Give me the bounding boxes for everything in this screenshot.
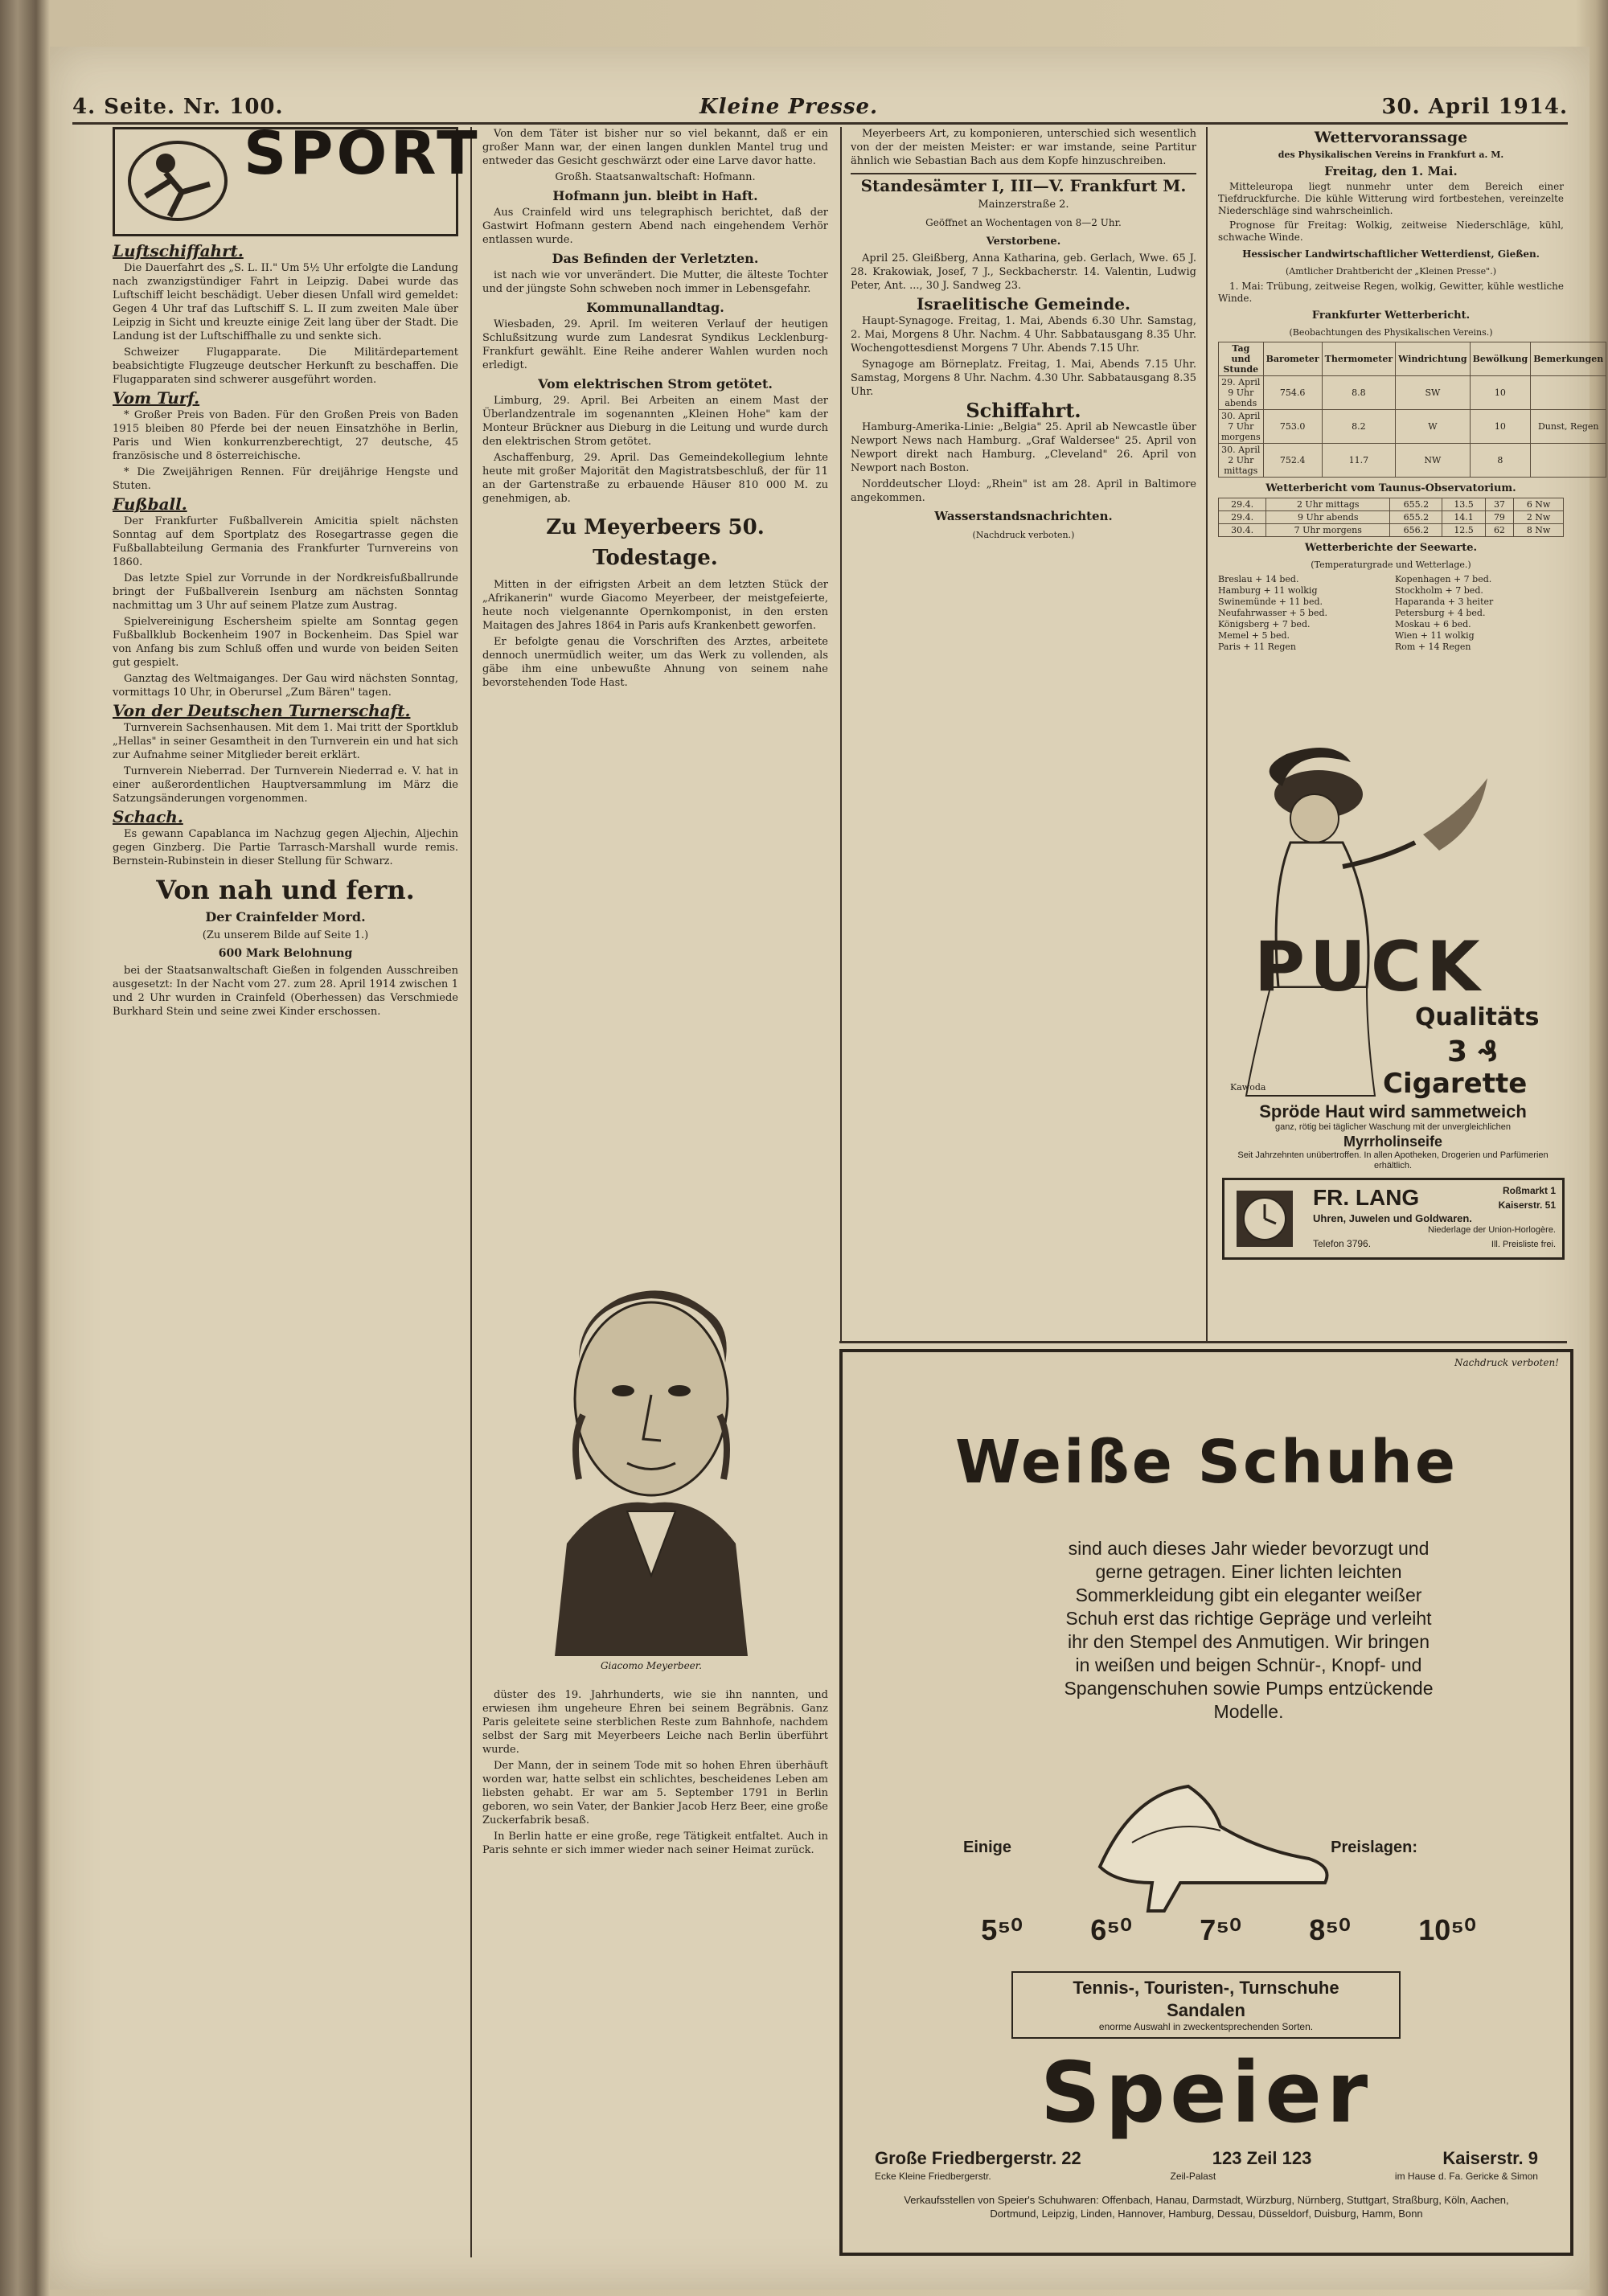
fussball-text: Der Frankfurter Fußballverein Amicitia spielt nächsten Sonntag auf dem Sportplatz des Rosegartrasse gegen die Fußballabteilung Germania des Frankfurter Turnvereins von 1860. xyxy=(113,515,458,568)
table-cell: 2 Uhr mittags xyxy=(1266,498,1390,511)
table-cell: 29.4. xyxy=(1219,511,1266,524)
meyerbeer-bio-text: düster des 19. Jahrhunderts, wie sie ihn nannten, und erwiesen ihm ungeheure Ehren bei seinem Begräbnis. Ganz Paris geleitete seine sterblichen Reste zum Bahnhofe, nachdem selbst der Sarg mit Meyerbeers Leiche nach Berlin überführt wurde. xyxy=(482,1689,828,1756)
turf-text-2: * Die Zweijährigen Rennen. Für dreijährige Hengste und Stuten. xyxy=(113,466,458,492)
paper-title: Kleine Presse. xyxy=(699,95,879,119)
table-header: Bemerkungen xyxy=(1531,342,1606,376)
luftschiffahrt-text-2: Schweizer Flugapparate. Die Militärdepartement beabsichtigte Flugzeuge deutscher Herkunft zu beschaffen. Die Flugapparaten sind schwerer ausgeführt worden. xyxy=(113,346,458,386)
israel-heading: Israelitische Gemeinde. xyxy=(916,294,1131,314)
price-item: 7⁵⁰ xyxy=(1200,1913,1241,1946)
list-item: Rom + 14 Regen xyxy=(1395,642,1471,652)
table-cell: 2 Nw xyxy=(1514,511,1564,524)
portrait-caption: Giacomo Meyerbeer. xyxy=(600,1660,703,1671)
crainfeld-text: bei der Staatsanwaltschaft Gießen in folgenden Ausschreiben ausgesetzt: In der Nacht vom 27. zum 28. April 1914 zwischen 1 und 2 Uhr wurden in Crainfeld (Oberhessen) das Verschmiede Burkhard Stein und seine zwei Kinder erschossen. xyxy=(113,965,458,1018)
athlete-figure-icon xyxy=(121,136,234,226)
table-header: Barometer xyxy=(1263,342,1322,376)
turnerschaft-text: Turnverein Sachsenhausen. Mit dem 1. Mai tritt der Sportklub „Hellas" in seiner Gesamtheit in den Turnverein ein und hat sich zur Aufnahme seiner Mitglieder bereit erklärt. xyxy=(113,722,458,761)
table-cell: 30. April 7 Uhr morgens xyxy=(1219,410,1264,444)
standesamt-address: Mainzerstraße 2. xyxy=(978,199,1069,211)
prosecutor-signature: Großh. Staatsanwaltschaft: Hofmann. xyxy=(555,171,756,183)
table-cell: 6 Nw xyxy=(1514,498,1564,511)
table-cell: 29.4. xyxy=(1219,498,1266,511)
kommunal-heading: Kommunallandtag. xyxy=(586,300,724,315)
speier-note-3: im Hause d. Fa. Gericke & Simon xyxy=(1394,2171,1538,2182)
hessian-sub: (Amtlicher Drahtbericht der „Kleinen Presse".) xyxy=(1285,266,1497,277)
puck-brand: PUCK xyxy=(1254,927,1485,1007)
list-item: Breslau + 14 bed. xyxy=(1218,574,1299,584)
price-item: 6⁵⁰ xyxy=(1090,1913,1132,1946)
table-cell: 655.2 xyxy=(1390,511,1442,524)
preislagen-label: Preislagen: xyxy=(1331,1839,1417,1856)
lang-extra: Niederlage der Union-Horlogère. xyxy=(1428,1225,1556,1235)
standesamt-heading: Standesämter I, III—V. Frankfurt M. xyxy=(860,176,1187,195)
table-row xyxy=(1219,498,1564,511)
meyerbeer-continuation: Meyerbeers Art, zu komponieren, unterschied sich wesentlich von der der meisten Meister: er war imstande, seine Partitur ähnlich wie Sebastian Bach aus dem Kopfe hinzuschreiben. xyxy=(851,128,1196,167)
list-item: Neufahrwasser + 5 bed. xyxy=(1218,608,1328,618)
table-cell: 10 xyxy=(1470,376,1531,410)
woman-smoking-illustration xyxy=(1222,730,1564,1096)
soap-text-2: Seit Jahrzehnten unübertroffen. In allen Apotheken, Drogerien und Parfümerien erhältlich. xyxy=(1237,1150,1549,1171)
hessian-heading: Hessischer Landwirtschaftlicher Wetterdienst, Gießen. xyxy=(1242,248,1540,260)
turf-text: * Großer Preis von Baden. Für den Großen Preis von Baden 1915 bleiben 80 Pferde bei der neuen Einsatzhöhe in Berlin, Paris und Wien konkurrenzberechtigt, 27 deutsche, 45 französische und 8 österreichische. xyxy=(113,409,458,462)
speier-note-2: Zeil-Palast xyxy=(1170,2171,1216,2182)
weather-sub: des Physikalischen Vereins in Frankfurt a. M. xyxy=(1278,150,1504,160)
column-rule xyxy=(1206,127,1208,1341)
table-cell: 7 Uhr morgens xyxy=(1266,524,1390,537)
list-item: Swinemünde + 11 bed. xyxy=(1218,597,1323,607)
list-item: Moskau + 6 bed. xyxy=(1395,619,1471,629)
meyerbeer-heading: Zu Meyerbeers 50. Todestage. xyxy=(546,515,765,570)
table-cell: 37 xyxy=(1485,498,1514,511)
fussball-heading: Fußball. xyxy=(113,494,187,514)
crainfeld-heading: Der Crainfelder Mord. xyxy=(205,909,366,925)
lang-phone: Telefon 3796. xyxy=(1313,1238,1372,1249)
strom-text: Limburg, 29. April. Bei Arbeiten an einem Mast der Überlandzentrale im sogenannten „Kleinen Hohe" kam der Monteur Brückner aus Dieburg in die Leitung und wurde durch den elektrischen Strom getötet. xyxy=(482,395,828,448)
hofmann-text: Aus Crainfeld wird uns telegraphisch berichtet, daß der Gastwirt Hofmann gestern Abend nach eingehendem Verhör entlassen wurde. xyxy=(482,207,828,246)
puck-price: 3 ₰ xyxy=(1447,1035,1498,1068)
frankfurt-sub: (Beobachtungen des Physikalischen Vereins.) xyxy=(1289,327,1493,338)
speier-address-2: 123 Zeil 123 xyxy=(1212,2148,1312,2168)
speier-branches: Verkaufsstellen von Speier's Schuhwaren: Offenbach, Hanau, Darmstadt, Würzburg, Nürnberg, Stuttgart, Straßburg, Köln, Aachen, Dortmund, Leipzig, Linden, Hannover, Hamburg, Dessau, Düsseldorf, Duisburg, Hamm, Bonn xyxy=(904,2194,1509,2220)
frankfurt-weather-table xyxy=(1218,342,1606,478)
schiffahrt-text: Hamburg-Amerika-Linie: „Belgia" 25. April ab Newcastle über Newport News nach Hamburg. „Graf Waldersee" 25. April von Newport direkt nach Hamburg. „Cleveland" 26. April von Newport nach Boston. xyxy=(851,421,1196,474)
schach-heading: Schach. xyxy=(113,807,183,826)
turnerschaft-text-2: Turnverein Nieberrad. Der Turnverein Niederrad e. V. hat in einer außerordentlichen Hauptversammlung im März die Satzungsänderungen vorgenommen. xyxy=(113,765,458,805)
column-third xyxy=(851,127,1196,1333)
speier-address-1: Große Friedbergerstr. 22 xyxy=(875,2148,1081,2168)
meyerbeer-text-2: Er befolgte genau die Vorschriften des Arztes, arbeitete dennoch unermüdlich weiter, um das Werk zu vollenden, als gäbe ihm eine unbewußte Ahnung von seinem nahe bevorstehenden Tode Hast. xyxy=(482,636,828,689)
lang-address: Roßmarkt 1 xyxy=(1502,1185,1556,1196)
wasser-heading: Wasserstandsnachrichten. xyxy=(934,509,1113,523)
soap-title: Spröde Haut wird sammetweich xyxy=(1259,1101,1527,1121)
table-cell: 655.2 xyxy=(1390,498,1442,511)
standesamt-hours: Geöffnet an Wochentagen von 8—2 Uhr. xyxy=(925,217,1122,228)
table-cell xyxy=(1531,376,1606,410)
soap-product: Myrrholinseife xyxy=(1343,1134,1443,1150)
nah-fern-heading: Von nah und fern. xyxy=(156,875,415,905)
table-cell: 753.0 xyxy=(1263,410,1322,444)
sport-heading: SPORT xyxy=(244,119,481,188)
table-row xyxy=(1219,444,1606,478)
table-header: Bewölkung xyxy=(1470,342,1531,376)
shoe-illustration xyxy=(1084,1770,1341,1915)
seewarte-sub: (Temperaturgrade und Wetterlage.) xyxy=(1311,560,1471,570)
table-cell: 30.4. xyxy=(1219,524,1266,537)
aschaffenburg-text: Aschaffenburg, 29. April. Das Gemeindekollegium lehnte heute mit großer Majorität den Magistratsbeschluß, der für 11 an der Gartenstraße zu erbauende Häuser 810 000 M. zu genehmigen, ab. xyxy=(482,452,828,505)
column-rule xyxy=(470,127,472,2257)
table-cell: 9 Uhr abends xyxy=(1266,511,1390,524)
page-number: 4. Seite. Nr. 100. xyxy=(72,95,284,119)
column-rule xyxy=(840,127,842,1341)
table-cell: 10 xyxy=(1470,410,1531,444)
strom-heading: Vom elektrischen Strom getötet. xyxy=(538,376,773,392)
list-item: Kopenhagen + 7 bed. xyxy=(1395,574,1492,584)
meyerbeer-text: Mitten in der eifrigsten Arbeit an dem letzten Stück der „Afrikanerin" wurde Giacomo Meyerbeer, der meistgefeierte, heute noch vielgenannte Opernkomponist, in den ersten Maitagen des Jahres 1864 in Paris aufs Krankenbett geworfen. xyxy=(482,579,828,632)
israel-text-2: Synagoge am Börneplatz. Freitag, 1. Mai, Abends 7.15 Uhr. Samstag, Morgens 8 Uhr. Nachm. 4.30 Uhr. Sabbatausgang 8.35 Uhr. xyxy=(851,359,1196,398)
column-middle xyxy=(482,127,828,1253)
table-row xyxy=(1219,376,1606,410)
soap-text: ganz, rötig bei täglicher Waschung mit der unvergleichlichen xyxy=(1274,1122,1512,1132)
table-cell: W xyxy=(1396,410,1470,444)
price-list xyxy=(947,1913,1510,1947)
table-cell: Dunst, Regen xyxy=(1531,410,1606,444)
shoe-ad xyxy=(839,1349,1573,2256)
kommunal-text: Wiesbaden, 29. April. Im weiteren Verlauf der heutigen Schlußsitzung wurde zum Landesrat Syndikus Lecklenburg-Frankfurt gewählt. Eine Reihe anderer Wahlen wurden noch erledigt. xyxy=(482,318,828,371)
table-cell: 14.1 xyxy=(1442,511,1485,524)
section-rule xyxy=(839,1341,1567,1343)
meyerbeer-bio-text-3: In Berlin hatte er eine große, rege Tätigkeit entfaltet. Auch in Paris sehnte er sich immer wieder nach seiner Heimat zurück. xyxy=(482,1831,828,1856)
shoe-ad-text: sind auch dieses Jahr wieder bevorzugt und gerne getragen. Einer lichten leichten Sommerkleidung gibt ein eleganter weißer Schuh erst das richtige Gepräge und verleiht ihr den Stempel des Anmutigen. Wir bringen in weißen und beigen Schnür-, Knopf- und Spangenschuhen sowie Pumps entzückende Modelle. xyxy=(1064,1538,1434,1722)
list-item: Königsberg + 7 bed. xyxy=(1218,619,1311,629)
weather-date: Freitag, den 1. Mai. xyxy=(1324,164,1458,178)
speier-note-1: Ecke Kleine Friedbergerstr. xyxy=(875,2171,991,2182)
meyerbeer-bio-text-2: Der Mann, der in seinem Tode mit so hohen Ehren überhäuft worden war, hatte selbst ein schlichtes, bescheidenes Leben am liebsten gehabt. Er war am 5. September 1791 in Berlin geboren, wo sein Vater, der Bankier Jacob Herz Beer, eine große Zuckerfabrik besaß. xyxy=(482,1760,828,1827)
israel-text: Haupt-Synagoge. Freitag, 1. Mai, Abends 6.30 Uhr. Samstag, 2. Mai, Morgens 8 Uhr. Nachm. 4 Uhr. Sabbatausgang 8.35 Uhr. Wochengottesdienst Morgens 7 Uhr. Abends 7.15 Uhr. xyxy=(851,315,1196,355)
table-cell: 29. April 9 Uhr abends xyxy=(1219,376,1264,410)
list-item: Memel + 5 bed. xyxy=(1218,630,1290,641)
seewarte-heading: Wetterberichte der Seewarte. xyxy=(1304,542,1478,554)
reward-heading: 600 Mark Belohnung xyxy=(218,947,353,960)
table-cell: 656.2 xyxy=(1390,524,1442,537)
standesamt-text: April 25. Gleißberg, Anna Katharina, geb. Gerlach, Wwe. 65 J. 28. Krakowiak, Josef, 7 J., Seckbacherstr. 14. Valentin, Ludwig Peter, Ant. ..., 30 J. Sandweg 23. xyxy=(851,252,1196,292)
einige-label: Einige xyxy=(963,1839,1012,1856)
schiffahrt-text-2: Norddeutscher Lloyd: „Rhein" ist am 28. April in Baltimore angekommen. xyxy=(851,478,1196,504)
tennis-box xyxy=(1011,1971,1401,2039)
table-cell: NW xyxy=(1396,444,1470,478)
list-item: Paris + 11 Regen xyxy=(1218,642,1297,652)
wasser-note: (Nachdruck verboten.) xyxy=(972,530,1075,540)
puck-qualitaets: Qualitäts xyxy=(1415,1003,1540,1031)
hofmann-heading: Hofmann jun. bleibt in Haft. xyxy=(552,188,758,203)
portrait-illustration xyxy=(490,1254,812,1656)
price-item: 8⁵⁰ xyxy=(1309,1913,1351,1946)
soap-ad xyxy=(1222,1101,1564,1174)
meyerbeer-portrait xyxy=(490,1254,812,1680)
table-cell: 30. April 2 Uhr mittags xyxy=(1219,444,1264,478)
table-cell: 8.2 xyxy=(1322,410,1395,444)
luftschiffahrt-text: Die Dauerfahrt des „S. L. II." Um 5½ Uhr erfolgte die Landung nach zwanzigstündiger Fahrt in Leipzig. Dabei wurde das Luftschiff leicht beschädigt. Ueber diesen Unfall wird gemeldet: Gegen 4 Uhr traf das Luftschiff S. L. II zum zweiten Male über Leipzig in Sicht und kreuzte einige Zeit lang über der Stadt. Die Landung ist der Luftschiffhalle zu und senkte sich. xyxy=(113,262,458,342)
puck-cigarette: Cigarette xyxy=(1383,1068,1528,1100)
price-item: 5⁵⁰ xyxy=(981,1913,1023,1946)
table-header: Tag und Stunde xyxy=(1219,342,1264,376)
taunus-heading: Wetterbericht vom Taunus-Observatorium. xyxy=(1265,482,1516,494)
shoe-ad-title: Weiße Schuhe xyxy=(954,1428,1458,1497)
sport-banner xyxy=(113,119,481,236)
speier-address-notes xyxy=(875,2171,1538,2182)
taunus-weather-table xyxy=(1218,498,1564,537)
puck-cigarette-ad xyxy=(1222,730,1564,1100)
table-header: Thermometer xyxy=(1322,342,1395,376)
list-item: Petersburg + 4 bed. xyxy=(1395,608,1486,618)
lang-desc: Uhren, Juwelen und Goldwaren. xyxy=(1313,1212,1472,1224)
table-cell: 79 xyxy=(1485,511,1514,524)
turf-heading: Vom Turf. xyxy=(113,388,200,408)
list-item: Haparanda + 3 heiter xyxy=(1395,597,1494,607)
table-cell xyxy=(1531,444,1606,478)
table-row xyxy=(1219,511,1564,524)
list-item: Stockholm + 7 bed. xyxy=(1395,585,1483,596)
table-cell: 13.5 xyxy=(1442,498,1485,511)
auswahl-label: enorme Auswahl in zweckentsprechenden Sorten. xyxy=(1098,2021,1314,2032)
schach-text: Es gewann Capablanca im Nachzug gegen Aljechin, Aljechin gegen Ginzberg. Die Partie Tarrasch-Marshall wurde remis. Bernstein-Rubinstein in dieser Stellung für Schwarz. xyxy=(113,828,458,867)
speier-address-3: Kaiserstr. 9 xyxy=(1442,2148,1538,2168)
tennis-label: Tennis-, Touristen-, Turnschuhe xyxy=(1073,1978,1339,1998)
weather-heading: Wettervoranssage xyxy=(1314,129,1468,146)
table-cell: 8.8 xyxy=(1322,376,1395,410)
crainfeld-note: (Zu unserem Bilde auf Seite 1.) xyxy=(202,929,369,941)
deceased-label: Verstorbene. xyxy=(986,236,1061,248)
table-cell: 62 xyxy=(1485,524,1514,537)
reprint-notice: Nachdruck verboten! xyxy=(1454,1357,1559,1368)
seewarte-list xyxy=(1218,574,1564,653)
fussball-text-4: Ganztag des Weltmaiganges. Der Gau wird nächsten Sonntag, vormittags 10 Uhr, in Oberursel „Zum Bären" tagen. xyxy=(113,673,458,699)
speier-brand: Speier xyxy=(1040,2044,1373,2142)
fussball-text-2: Das letzte Spiel zur Vorrunde in der Nordkreisfußballrunde bringt der Fußballverein Isenburg am nächsten Sonntag nachmittag um 3 Uhr auf seinem Platze zum Austrag. xyxy=(113,572,458,612)
verletzten-text: ist nach wie vor unverändert. Die Mutter, die älteste Tochter und der jüngste Sohn schweben noch immer in Lebensgefahr. xyxy=(482,269,828,295)
column-middle-bottom xyxy=(482,1688,828,2251)
table-cell: 752.4 xyxy=(1263,444,1322,478)
sandalen-label: Sandalen xyxy=(1167,2000,1245,2020)
puck-maker: Kawoda xyxy=(1230,1082,1266,1093)
clock-icon xyxy=(1233,1187,1297,1251)
luftschiffahrt-heading: Luftschiffahrt. xyxy=(113,241,244,260)
turnerschaft-heading: Von der Deutschen Turnerschaft. xyxy=(113,701,411,720)
lang-jeweler-ad xyxy=(1222,1178,1565,1260)
table-cell: 754.6 xyxy=(1263,376,1322,410)
hessian-text: 1. Mai: Trübung, zeitweise Regen, wolkig, Gewitter, kühle westliche Winde. xyxy=(1218,281,1564,304)
verletzten-heading: Das Befinden der Verletzten. xyxy=(552,251,759,266)
crime-continuation: Von dem Täter ist bisher nur so viel bekannt, daß er ein großer Mann war, der einen langen dunklen Mantel trug und entweder das Gesicht geschwärzt oder eine Larve davor hatte. xyxy=(482,128,828,167)
lang-street: Kaiserstr. 51 xyxy=(1498,1199,1556,1211)
column-weather xyxy=(1218,127,1604,722)
frankfurt-heading: Frankfurter Wetterbericht. xyxy=(1311,310,1471,322)
schiffahrt-heading: Schiffahrt. xyxy=(966,399,1081,422)
table-cell: 8 xyxy=(1470,444,1531,478)
lang-note: Ill. Preisliste frei. xyxy=(1491,1240,1556,1249)
table-cell: 11.7 xyxy=(1322,444,1395,478)
speier-addresses xyxy=(875,2148,1538,2169)
fussball-text-3: Spielvereinigung Eschersheim spielte am Sonntag gegen Fußballklub Bockenheim 1907 in Bockenheim. Das Spiel war von Anfang bis zum Schluß offen und wurde von beiden Seiten gut gespielt. xyxy=(113,616,458,669)
weather-forecast: Prognose für Freitag: Wolkig, zeitweise Niederschläge, kühl, schwache Winde. xyxy=(1218,219,1564,243)
list-item: Hamburg + 11 wolkig xyxy=(1218,585,1318,596)
page-date: 30. April 1914. xyxy=(1381,95,1568,119)
price-item: 10⁵⁰ xyxy=(1418,1913,1476,1946)
table-cell: SW xyxy=(1396,376,1470,410)
table-row xyxy=(1219,410,1606,444)
weather-text: Mitteleuropa liegt nunmehr unter dem Bereich einer Tiefdruckfurche. Die kühle Witterung wird fortbestehen, vereinzelte Niederschläge sind wahrscheinlich. xyxy=(1218,181,1564,216)
list-item: Wien + 11 wolkig xyxy=(1395,630,1475,641)
table-cell: 12.5 xyxy=(1442,524,1485,537)
table-header: Windrichtung xyxy=(1396,342,1470,376)
column-sport xyxy=(113,119,481,2257)
table-row xyxy=(1219,524,1564,537)
lang-name: FR. LANG xyxy=(1313,1185,1420,1210)
table-cell: 8 Nw xyxy=(1514,524,1564,537)
